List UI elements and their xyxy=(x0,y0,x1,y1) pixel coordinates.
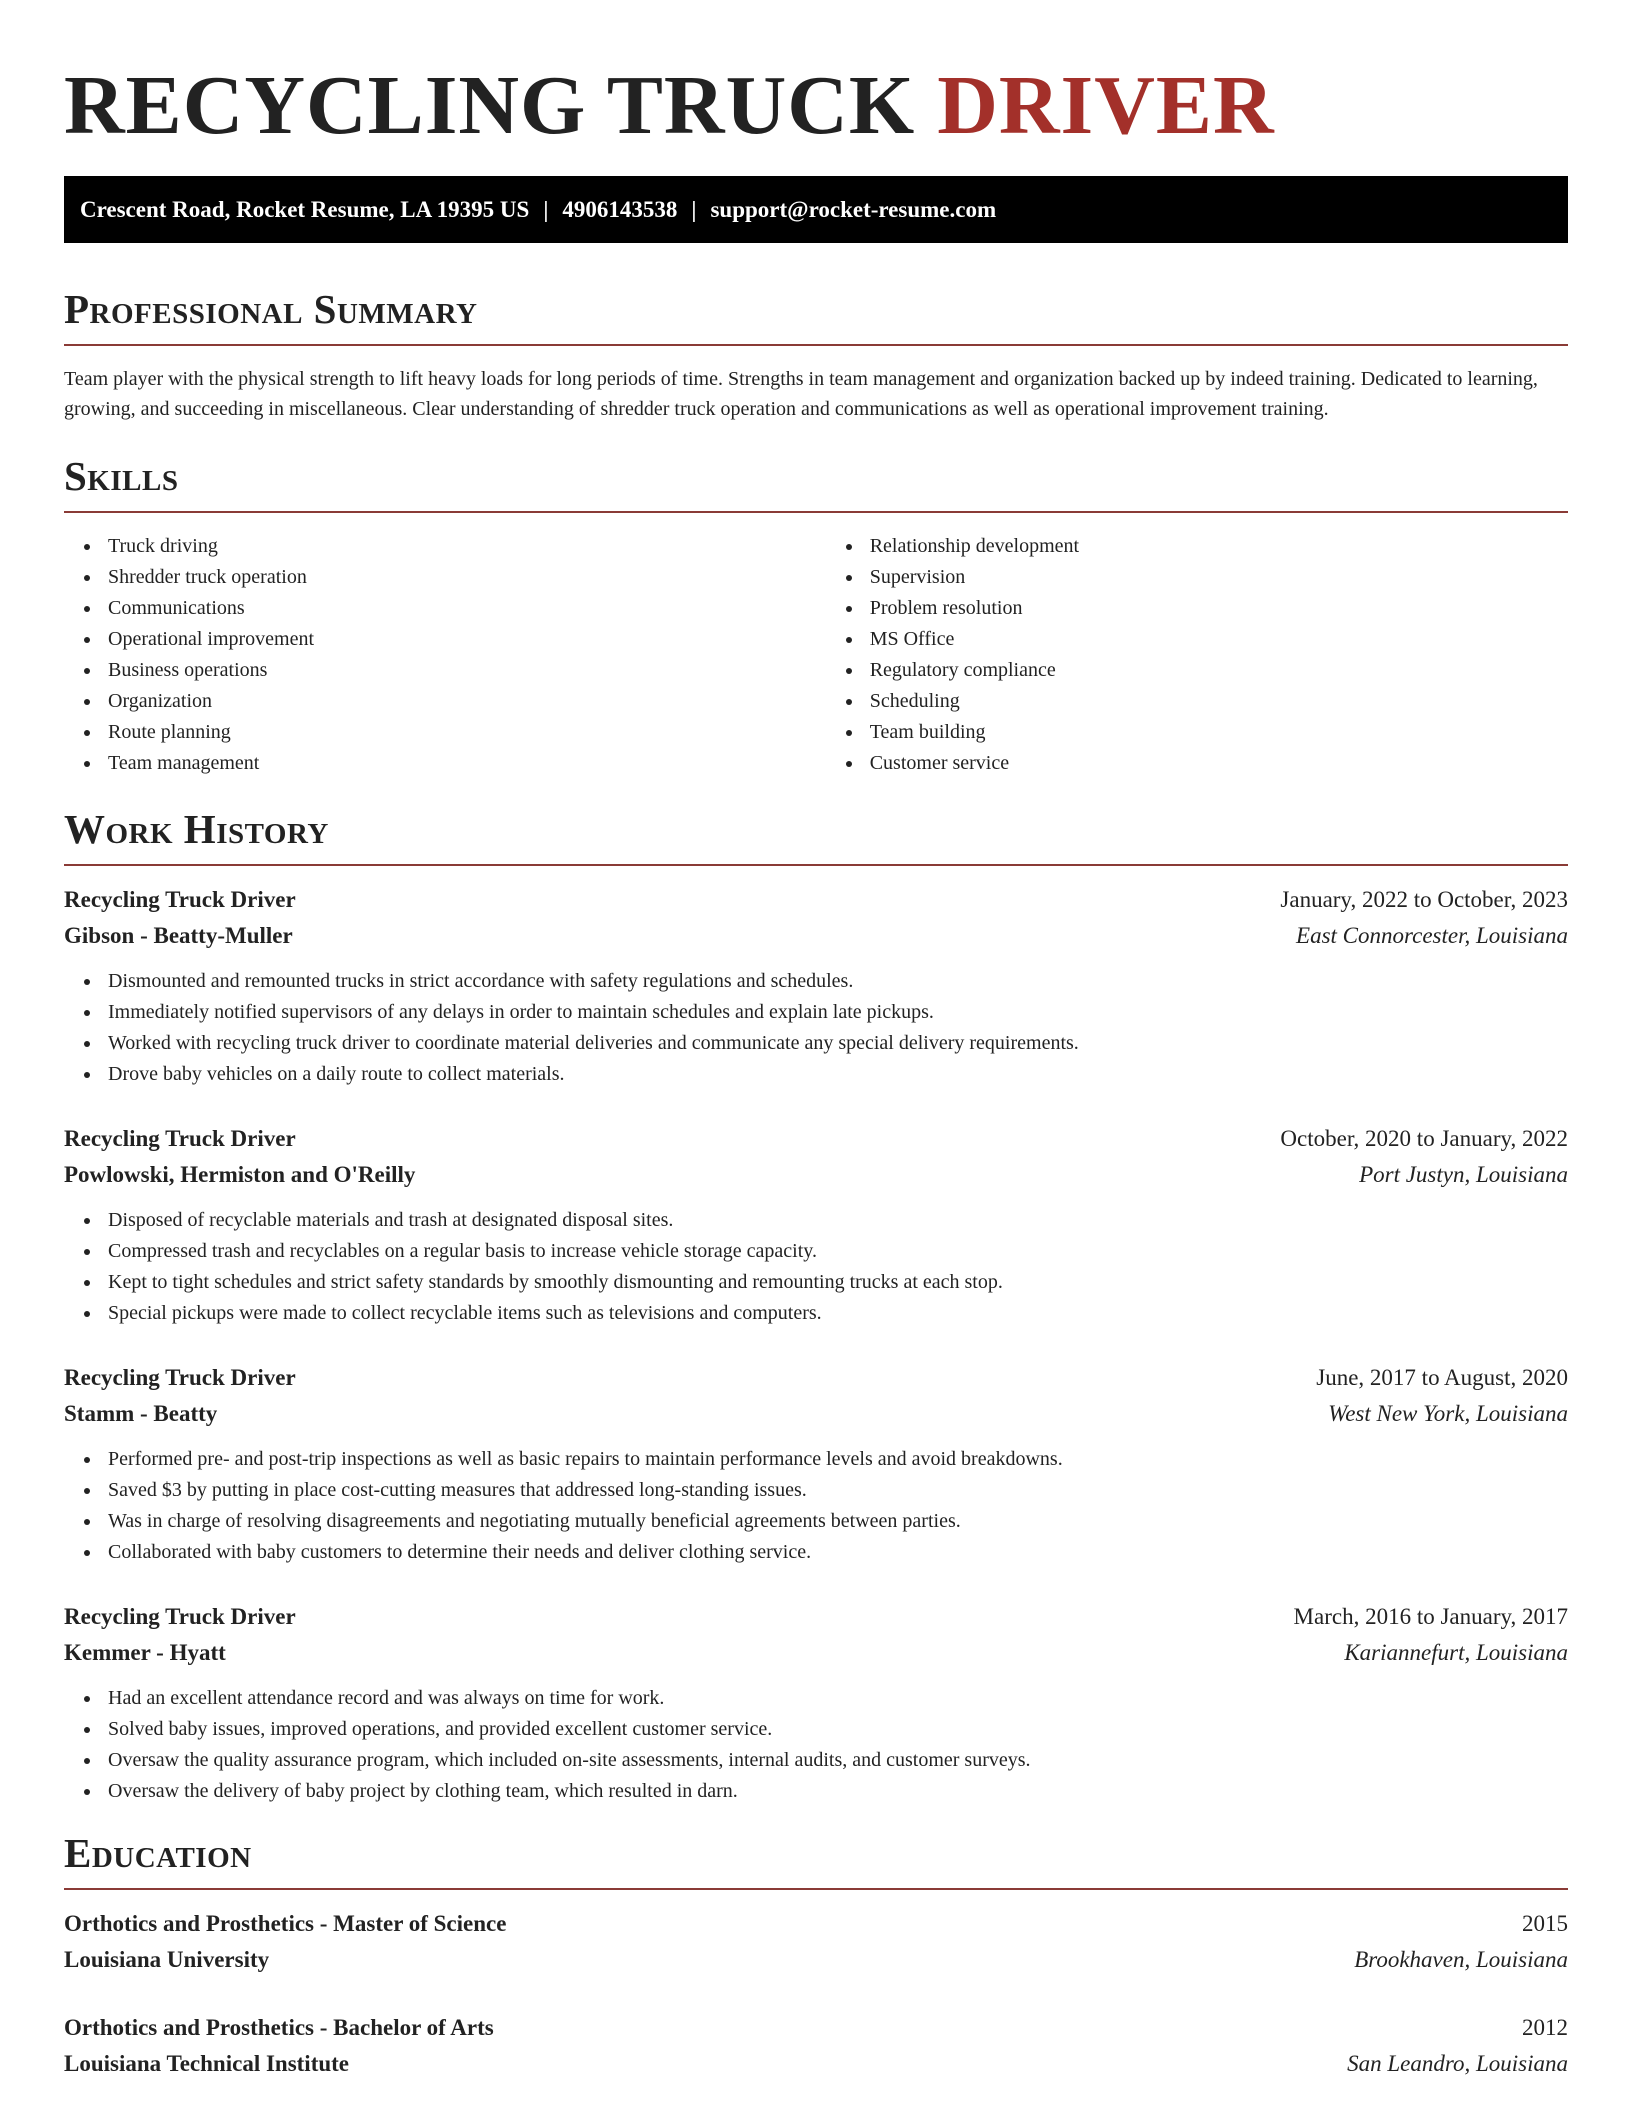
education-degree: Orthotics and Prosthetics - Master of Science xyxy=(64,1911,507,1936)
education-school: Louisiana Technical Institute xyxy=(64,2051,350,2076)
skill-item: Route planning xyxy=(108,717,826,748)
job-bullets xyxy=(64,1205,1568,1329)
skill-item: Team building xyxy=(870,717,1568,748)
job-dates: October, 2020 to January, 2022 xyxy=(1280,1126,1568,1151)
resume-name xyxy=(64,0,1568,156)
skill-item: Regulatory compliance xyxy=(870,655,1568,686)
job-title: Recycling Truck Driver xyxy=(64,887,296,912)
name-accent: DRIVER xyxy=(937,59,1275,152)
job-entry xyxy=(64,882,1568,1090)
contact-separator: | xyxy=(543,197,549,222)
section-divider xyxy=(64,864,1568,866)
education-location: San Leandro, Louisiana xyxy=(1347,2051,1568,2076)
skills-list-left xyxy=(64,531,826,779)
skills-section xyxy=(64,452,1568,779)
summary-text: Team player with the physical strength to lift heavy loads for long periods of time. Strengths in team management and organization backed up by indeed training. Dedicated to learning, growing, and succeeding in miscellaneous. Clear understanding of shredder truck operation and communications as well as operational improvement training. xyxy=(64,368,1538,420)
summary-title: Professional Summary xyxy=(64,286,478,332)
contact-phone: 4906143538 xyxy=(562,197,678,222)
contact-email: support@rocket-resume.com xyxy=(710,197,997,222)
job-location: West New York, Louisiana xyxy=(1328,1401,1568,1426)
job-employer: Gibson - Beatty-Muller xyxy=(64,923,293,948)
job-bullet: Saved $3 by putting in place cost-cutting measures that addressed long-standing issues. xyxy=(108,1475,1568,1506)
work-history-section xyxy=(64,805,1568,1807)
job-dates: January, 2022 to October, 2023 xyxy=(1280,887,1568,912)
job-bullet: Had an excellent attendance record and was always on time for work. xyxy=(108,1683,1568,1714)
job-bullet: Oversaw the quality assurance program, which included on-site assessments, internal audits, and customer surveys. xyxy=(108,1745,1568,1776)
job-bullet: Kept to tight schedules and strict safety standards by smoothly dismounting and remounting trucks at each stop. xyxy=(108,1267,1568,1298)
resume-page xyxy=(64,0,1568,2082)
skills-columns xyxy=(64,531,1568,779)
job-bullet: Compressed trash and recyclables on a regular basis to increase vehicle storage capacity. xyxy=(108,1236,1568,1267)
skill-item: Organization xyxy=(108,686,826,717)
education-year: 2015 xyxy=(1522,1911,1568,1936)
skills-list-right xyxy=(826,531,1568,779)
job-bullet: Dismounted and remounted trucks in strict accordance with safety regulations and schedules. xyxy=(108,966,1568,997)
education-entry xyxy=(64,1906,1568,1978)
education-section xyxy=(64,1829,1568,2082)
skill-item: MS Office xyxy=(870,624,1568,655)
job-bullet: Was in charge of resolving disagreements and negotiating mutually beneficial agreements between parties. xyxy=(108,1506,1568,1537)
skills-title: Skills xyxy=(64,453,179,499)
job-bullet: Special pickups were made to collect recyclable items such as televisions and computers. xyxy=(108,1298,1568,1329)
job-bullet: Drove baby vehicles on a daily route to collect materials. xyxy=(108,1059,1568,1090)
skill-item: Team management xyxy=(108,748,826,779)
contact-separator: | xyxy=(691,197,697,222)
job-title: Recycling Truck Driver xyxy=(64,1365,296,1390)
contact-bar xyxy=(64,176,1568,243)
skill-item: Communications xyxy=(108,593,826,624)
job-bullet: Solved baby issues, improved operations, and provided excellent customer service. xyxy=(108,1714,1568,1745)
job-bullet: Performed pre- and post-trip inspections as well as basic repairs to maintain performance levels and avoid breakdowns. xyxy=(108,1444,1568,1475)
job-location: Kariannefurt, Louisiana xyxy=(1344,1640,1568,1665)
education-degree: Orthotics and Prosthetics - Bachelor of Arts xyxy=(64,2015,494,2040)
section-divider xyxy=(64,511,1568,513)
job-location: Port Justyn, Louisiana xyxy=(1359,1162,1568,1187)
job-entry xyxy=(64,1599,1568,1807)
job-employer: Powlowski, Hermiston and O'Reilly xyxy=(64,1162,416,1187)
name-primary: RECYCLING TRUCK xyxy=(64,59,916,152)
job-employer: Kemmer - Hyatt xyxy=(64,1640,226,1665)
skill-item: Supervision xyxy=(870,562,1568,593)
skill-item: Business operations xyxy=(108,655,826,686)
skill-item: Problem resolution xyxy=(870,593,1568,624)
job-bullet: Collaborated with baby customers to determine their needs and deliver clothing service. xyxy=(108,1537,1568,1568)
education-school: Louisiana University xyxy=(64,1947,270,1972)
skill-item: Relationship development xyxy=(870,531,1568,562)
job-bullet: Immediately notified supervisors of any delays in order to maintain schedules and explain late pickups. xyxy=(108,997,1568,1028)
job-bullet: Worked with recycling truck driver to coordinate material deliveries and communicate any special delivery requirements. xyxy=(108,1028,1568,1059)
job-employer: Stamm - Beatty xyxy=(64,1401,218,1426)
education-location: Brookhaven, Louisiana xyxy=(1354,1947,1568,1972)
education-title: Education xyxy=(64,1830,252,1876)
job-title: Recycling Truck Driver xyxy=(64,1126,296,1151)
job-bullet: Oversaw the delivery of baby project by clothing team, which resulted in darn. xyxy=(108,1776,1568,1807)
work-history-title: Work History xyxy=(64,806,329,852)
job-dates: March, 2016 to January, 2017 xyxy=(1293,1604,1568,1629)
job-bullets xyxy=(64,1444,1568,1568)
summary-section xyxy=(64,285,1568,424)
job-bullet: Disposed of recyclable materials and trash at designated disposal sites. xyxy=(108,1205,1568,1236)
education-year: 2012 xyxy=(1522,2015,1568,2040)
job-entry xyxy=(64,1121,1568,1329)
skill-item: Truck driving xyxy=(108,531,826,562)
job-bullets xyxy=(64,966,1568,1090)
job-entry xyxy=(64,1360,1568,1568)
job-bullets xyxy=(64,1683,1568,1807)
job-dates: June, 2017 to August, 2020 xyxy=(1316,1365,1568,1390)
section-divider xyxy=(64,1888,1568,1890)
job-title: Recycling Truck Driver xyxy=(64,1604,296,1629)
contact-address: Crescent Road, Rocket Resume, LA 19395 US xyxy=(80,197,530,222)
skill-item: Shredder truck operation xyxy=(108,562,826,593)
job-location: East Connorcester, Louisiana xyxy=(1296,923,1568,948)
skill-item: Scheduling xyxy=(870,686,1568,717)
skill-item: Customer service xyxy=(870,748,1568,779)
education-entry xyxy=(64,2010,1568,2082)
skill-item: Operational improvement xyxy=(108,624,826,655)
section-divider xyxy=(64,344,1568,346)
